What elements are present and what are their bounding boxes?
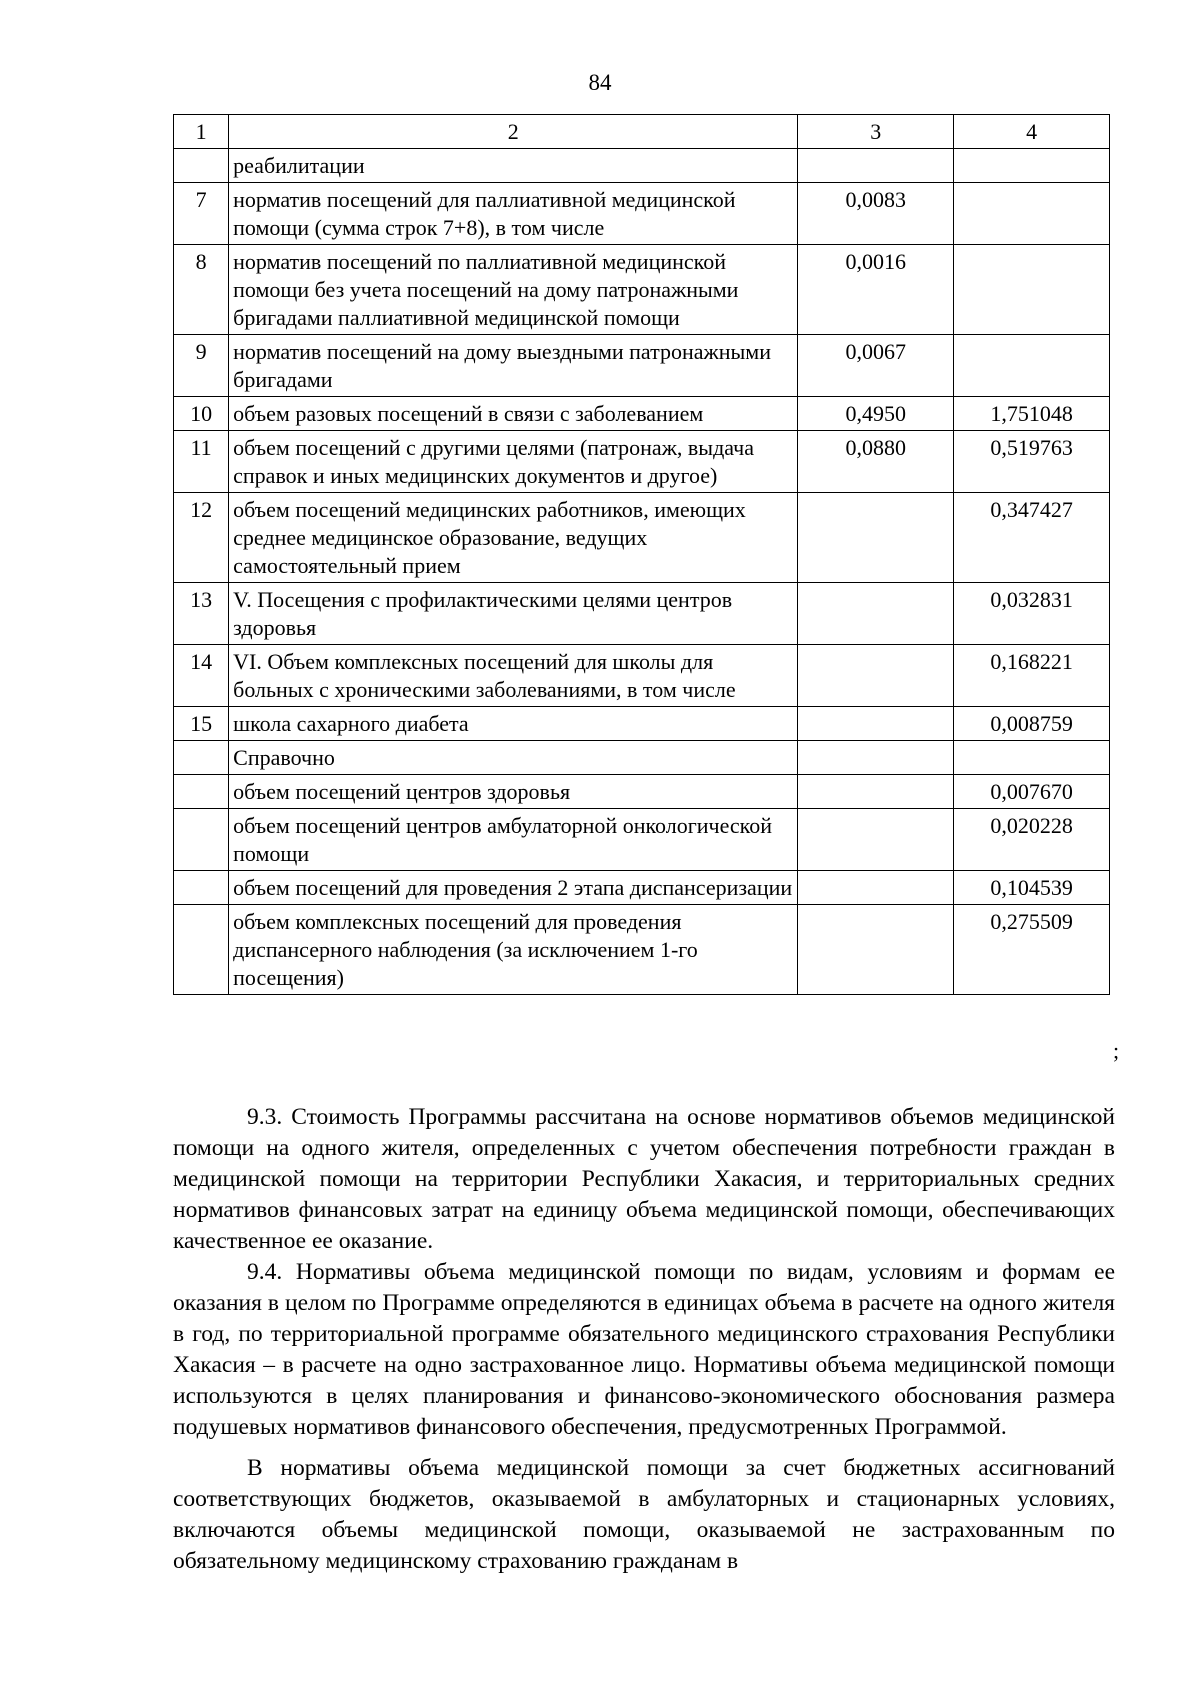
table-row xyxy=(174,775,1110,809)
row-description-cell: реабилитации xyxy=(229,149,798,183)
row-column3-cell xyxy=(798,707,954,741)
row-column3-cell xyxy=(798,645,954,707)
table-row xyxy=(174,335,1110,397)
row-description-cell: V. Посещения с профилактическими целями центров здоровья xyxy=(229,583,798,645)
row-column3-cell xyxy=(798,741,954,775)
norms-table xyxy=(173,114,1110,995)
row-column4-cell xyxy=(954,335,1110,397)
table-header-row xyxy=(174,115,1110,149)
row-column4-cell xyxy=(954,741,1110,775)
row-column3-cell xyxy=(798,809,954,871)
table-row xyxy=(174,397,1110,431)
row-column4-cell: 0,008759 xyxy=(954,707,1110,741)
row-number-cell xyxy=(174,809,229,871)
row-number-cell: 7 xyxy=(174,183,229,245)
row-number-cell xyxy=(174,871,229,905)
row-column3-cell xyxy=(798,775,954,809)
row-description-cell: объем разовых посещений в связи с заболеванием xyxy=(229,397,798,431)
header-cell-2: 2 xyxy=(229,115,798,149)
table-row xyxy=(174,905,1110,995)
header-cell-3: 3 xyxy=(798,115,954,149)
table-row xyxy=(174,431,1110,493)
row-description-cell: норматив посещений на дому выездными патронажными бригадами xyxy=(229,335,798,397)
row-column4-cell: 0,275509 xyxy=(954,905,1110,995)
row-description-cell: школа сахарного диабета xyxy=(229,707,798,741)
table-row xyxy=(174,583,1110,645)
row-number-cell xyxy=(174,775,229,809)
page-number: 84 xyxy=(588,70,612,95)
row-number-cell: 13 xyxy=(174,583,229,645)
row-number-cell xyxy=(174,149,229,183)
row-column4-cell: 0,168221 xyxy=(954,645,1110,707)
row-column4-cell: 1,751048 xyxy=(954,397,1110,431)
paragraph-9-3: 9.3. Стоимость Программы рассчитана на основе нормативов объемов медицинской помощи на одного жителя, определенных с учетом обеспечения потребности граждан в медицинской помощи на территории Республики Хакасия, и территориальных средних нормативов финансовых затрат на единицу объема медицинской помощи, обеспечивающих качественное ее оказание. xyxy=(173,1104,1115,1254)
paragraph-9-4: 9.4. Нормативы объема медицинской помощи по видам, условиям и формам ее оказания в целом по Программе определяются в единицах объема в расчете на одного жителя в год, по территориальной программе обязательного медицинского страхования Республики Хакасия – в расчете на одно застрахованное лицо. Нормативы объема медицинской помощи используются в целях планирования и финансово-экономического обоснования размера подушевых нормативов финансового обеспечения, предусмотренных Программой. xyxy=(173,1259,1115,1440)
row-description-cell: объем посещений центров здоровья xyxy=(229,775,798,809)
row-description-cell: норматив посещений по паллиативной медицинской помощи без учета посещений на дому патронажными бригадами паллиативной медицинской помощи xyxy=(229,245,798,335)
header-cell-4: 4 xyxy=(954,115,1110,149)
row-column3-cell: 0,0880 xyxy=(798,431,954,493)
table-row xyxy=(174,871,1110,905)
row-column4-cell: 0,032831 xyxy=(954,583,1110,645)
row-number-cell xyxy=(174,905,229,995)
row-description-cell: объем посещений медицинских работников, имеющих среднее медицинское образование, ведущих самостоятельный прием xyxy=(229,493,798,583)
row-column3-cell xyxy=(798,493,954,583)
row-number-cell: 14 xyxy=(174,645,229,707)
row-number-cell: 9 xyxy=(174,335,229,397)
row-number-cell xyxy=(174,741,229,775)
table-row xyxy=(174,493,1110,583)
table-row xyxy=(174,741,1110,775)
row-number-cell: 11 xyxy=(174,431,229,493)
header-cell-1: 1 xyxy=(174,115,229,149)
paragraph-budget-norms: В нормативы объема медицинской помощи за счет бюджетных ассигнований соответствующих бюджетов, оказываемой в амбулаторных и стационарных условиях, включаются объемы медицинской помощи, оказываемой не застрахованным по обязательному медицинскому страхованию гражданам в xyxy=(173,1455,1115,1574)
table-row xyxy=(174,645,1110,707)
row-column3-cell: 0,4950 xyxy=(798,397,954,431)
row-column4-cell xyxy=(954,183,1110,245)
row-column3-cell: 0,0016 xyxy=(798,245,954,335)
table-row xyxy=(174,809,1110,871)
row-description-cell: объем комплексных посещений для проведения диспансерного наблюдения (за исключением 1-го посещения) xyxy=(229,905,798,995)
row-column4-cell: 0,347427 xyxy=(954,493,1110,583)
row-description-cell: VI. Объем комплексных посещений для школы для больных с хроническими заболеваниями, в том числе xyxy=(229,645,798,707)
row-column4-cell: 0,104539 xyxy=(954,871,1110,905)
table-row xyxy=(174,707,1110,741)
table-row xyxy=(174,245,1110,335)
row-column4-cell xyxy=(954,149,1110,183)
row-description-cell: Справочно xyxy=(229,741,798,775)
row-number-cell: 10 xyxy=(174,397,229,431)
row-number-cell: 8 xyxy=(174,245,229,335)
row-column4-cell: 0,007670 xyxy=(954,775,1110,809)
row-column4-cell xyxy=(954,245,1110,335)
row-column3-cell xyxy=(798,149,954,183)
row-column3-cell xyxy=(798,583,954,645)
row-description-cell: объем посещений с другими целями (патронаж, выдача справок и иных медицинских документов и другое) xyxy=(229,431,798,493)
row-column3-cell: 0,0083 xyxy=(798,183,954,245)
row-description-cell: норматив посещений для паллиативной медицинской помощи (сумма строк 7+8), в том числе xyxy=(229,183,798,245)
row-column4-cell: 0,519763 xyxy=(954,431,1110,493)
row-description-cell: объем посещений центров амбулаторной онкологической помощи xyxy=(229,809,798,871)
row-description-cell: объем посещений для проведения 2 этапа диспансеризации xyxy=(229,871,798,905)
table-row xyxy=(174,183,1110,245)
row-column3-cell: 0,0067 xyxy=(798,335,954,397)
table-trailing-semicolon: ; xyxy=(1113,1038,1120,1063)
body-text xyxy=(173,1092,1115,1577)
row-number-cell: 15 xyxy=(174,707,229,741)
row-column3-cell xyxy=(798,905,954,995)
table-row xyxy=(174,149,1110,183)
row-number-cell: 12 xyxy=(174,493,229,583)
row-column4-cell: 0,020228 xyxy=(954,809,1110,871)
row-column3-cell xyxy=(798,871,954,905)
